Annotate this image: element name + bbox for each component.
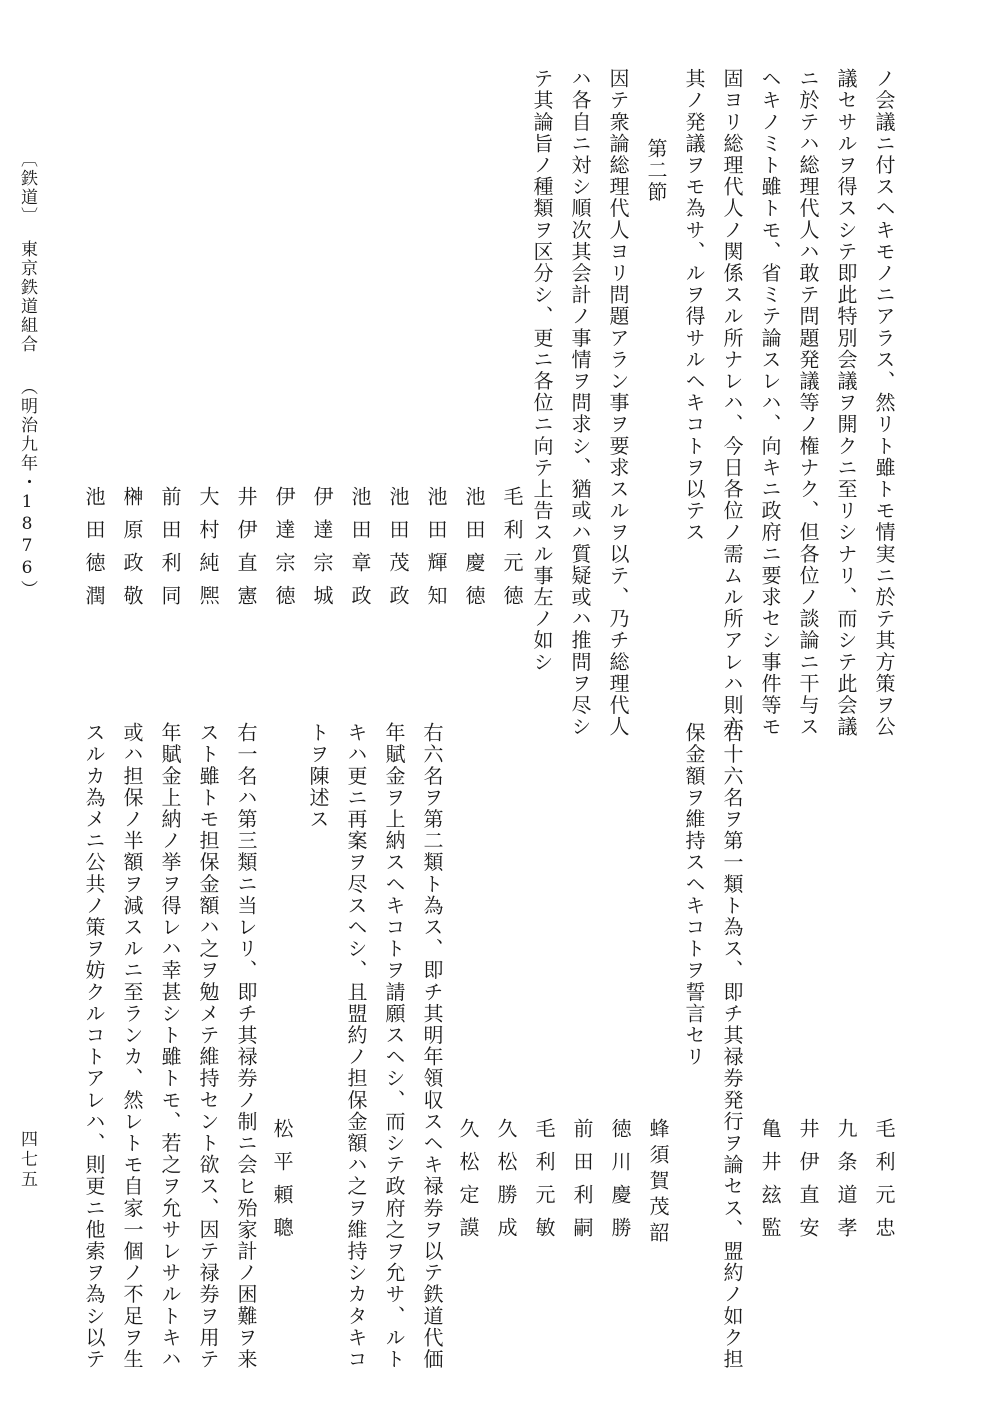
name-g1-13: 毛利元忠 [872,1118,896,1250]
group-two-statement-1: 右六名ヲ第二類ト為ス、即チ其明年領収スヘキ禄券ヲ以テ鉄道代価 [420,722,444,1370]
name-g2-2: 徳川慶勝 [608,1118,632,1250]
group-one-statement-2: 保金額ヲ維持スヘキコトヲ誓言セリ [682,722,706,1068]
group-three-statement-5: スルカ為メニ公共ノ策ヲ妨クルコトアレハ、則更ニ他索ヲ為シ以テ [82,722,106,1370]
name-g3-1: 松平頼聰 [270,1118,294,1250]
header-section: 〔鉄道〕 [17,150,37,226]
group-three-statement-4: 或ハ担保ノ半額ヲ減スルニ至ランカ、然レトモ自家一個ノ不足ヲ生 [120,722,144,1370]
section-line-2: ハ各自ニ対シ順次其会計ノ事情ヲ問求シ、猶或ハ質疑或ハ推問ヲ尽シ [568,68,592,738]
group-two-statement-3: キハ更ニ再案ヲ尽スヘシ、且盟約ノ担保金額ハ之ヲ維持シカタキコ [344,722,368,1370]
name-g1-12: 池田徳潤 [82,486,106,618]
name-g1-16: 亀井玆監 [758,1118,782,1250]
name-g1-14: 九条道孝 [834,1118,858,1250]
group-three-statement-1: 右一名ハ第三類ニ当レリ、即チ其禄券ノ制ニ会ヒ殆家計ノ困難ヲ来 [234,722,258,1370]
name-g1-11: 榊原政敬 [120,486,144,618]
name-g1-10: 前田利同 [158,486,182,618]
name-g1-3: 池田輝知 [424,486,448,618]
group-three-statement-2: スト雖トモ担保金額ハ之ヲ勉メテ維持セント欲ス、因テ禄券ヲ用テ [196,722,220,1370]
section-line-3: テ其論旨ノ種類ヲ区分シ、更ニ各位ニ向テ上告スル事左ノ如シ [530,68,554,673]
upper-line-6: 其ノ発議ヲモ為サ、ルヲ得サルヘキコトヲ以テス [682,68,706,544]
upper-line-4: ヘキノミト雖トモ、省ミテ論スレハ、向キニ政府ニ要求セシ事件等モ [758,68,782,738]
name-g1-4: 池田茂政 [386,486,410,618]
name-g1-5: 池田章政 [348,486,372,618]
section-line-1: 因テ衆論総理代人ヨリ問題アラン事ヲ要求スルヲ以テ、乃チ総理代人 [606,68,630,738]
header-title: 東京鉄道組合 [17,240,37,354]
name-g2-3: 前田利嗣 [570,1118,594,1250]
name-g2-4: 毛利元敏 [532,1118,556,1250]
group-three-statement-3: 年賦金上納ノ挙ヲ得レハ幸甚シト雖トモ、若之ヲ允サレサルトキハ [158,722,182,1370]
name-g2-5: 久松勝成 [494,1118,518,1250]
upper-line-2: 議セサルヲ得スシテ即此特別会議ヲ開クニ至リシナリ、而シテ此会議 [834,68,858,738]
upper-line-3: ニ於テハ総理代人ハ敢テ問題発議等ノ権ナク、但各位ノ談論ニ干与ス [796,68,820,738]
name-g1-15: 井伊直安 [796,1118,820,1250]
header-date: （明治九年・1876） [17,378,37,599]
group-one-statement-1: 右十六名ヲ第一類ト為ス、即チ其禄券発行ヲ論セス、盟約ノ如ク担 [720,722,744,1370]
section-heading: 第二節 [644,138,668,203]
name-g1-8: 井伊直憲 [234,486,258,618]
upper-line-1: ノ会議ニ付スヘキモノニアラス、然リト雖トモ情実ニ於テ其方策ヲ公 [872,68,896,738]
page-number: 四七五 [17,1130,37,1190]
name-g1-7: 伊達宗徳 [272,486,296,618]
name-g1-2: 池田慶徳 [462,486,486,618]
name-g1-9: 大村純熈 [196,486,220,618]
group-two-statement-4: トヲ陳述ス [306,722,330,830]
name-g1-1: 毛利元徳 [500,486,524,618]
upper-line-5: 固ヨリ総理代人ノ関係スル所ナレハ、今日各位ノ需ムル所アレハ則亦 [720,68,744,738]
name-g2-6: 久松定謨 [456,1118,480,1250]
name-g1-6: 伊達宗城 [310,486,334,618]
group-two-statement-2: 年賦金ヲ上納スヘキコトヲ請願スヘシ、而シテ政府之ヲ允サ、ルト [382,722,406,1370]
name-g2-1: 蜂須賀茂韶 [646,1118,670,1248]
